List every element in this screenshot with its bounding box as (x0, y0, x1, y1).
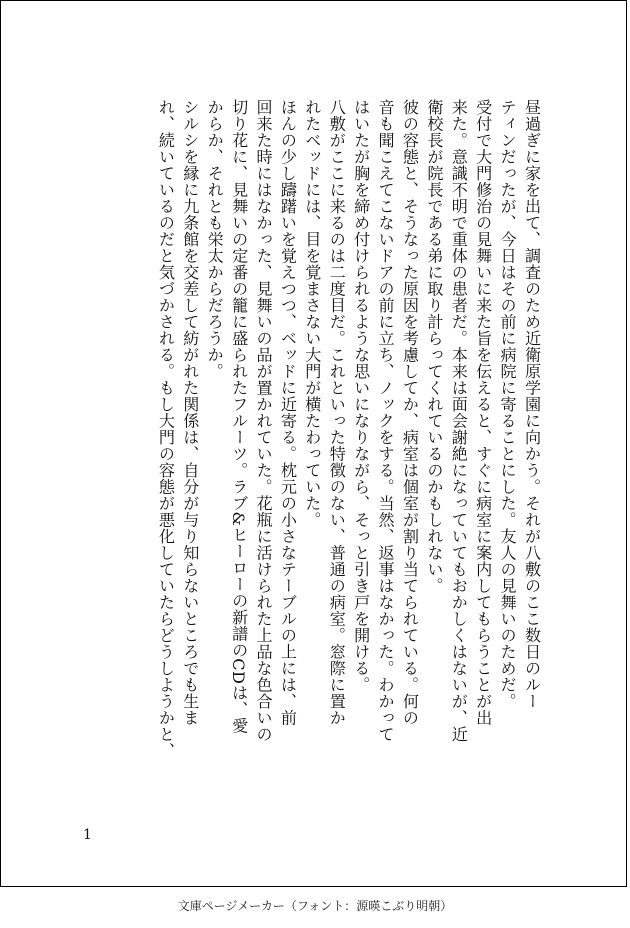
text-line: 八敷がここに来るのは二度目だ。これといった特徴のない、普通の病室。窓際に置か (326, 99, 346, 726)
text-line: ほんの少し躊躇いを覚えつつ、ベッドに近寄る。枕元の小さなテーブルの上には、前 (277, 99, 297, 726)
text-line: 受付で大門修治の見舞いに来た旨を伝えると、すぐに病室に案内してもらうことが出 (473, 99, 493, 726)
text-line: はいたが胸を締め付けられるような思いになりながら、そっと引き戸を開ける。 (351, 99, 371, 693)
text-line: シルシを縁に九条館を交差して紡がれた関係は、自分が与り知らないところでも生ま (180, 99, 200, 726)
footer-credit: 文庫ページメーカー（フォント：源暎こぶり明朝） (177, 899, 453, 913)
text-line: 切り花に、見舞いの定番の籠に盛られたフルーツ。ラブ&ヒーローの新譜のCDは、愛 (229, 99, 249, 734)
text-line: 来た。意識不明で重体の患者だ。本来は面会謝絶になっていてもおかしくはないが、近 (448, 99, 468, 743)
text-line: 回来た時にはなかった、見舞いの品が置かれていた。花瓶に活けられた上品な色合いの (253, 99, 273, 743)
text-line: からか、それとも栄太からだろうか。 (204, 99, 224, 380)
text-line: 音も聞こえてこないドアの前に立ち、ノックをする。当然、返事はなかった。わかって (375, 99, 395, 743)
text-line: 昼過ぎに家を出て、調査のため近衛原学園に向かう。それが八敷のここ数日のルー (522, 99, 541, 710)
text-line: れ、続いているのだと気づかされる。もし大門の容態が悪化していたらどうしようかと、 (155, 99, 175, 759)
page-number: 1 (83, 827, 92, 843)
text-line: 彼の容態と、そうなった原因を考慮してか、病室は個室が割り当てられている。何の (399, 99, 419, 726)
text-line: ティンだったが、今日はその前に病院に寄ることにした。友人の見舞いのためだ。 (497, 99, 517, 710)
text-line: 衛校長が院長である弟に取り計らってくれているのかもしれない。 (424, 99, 444, 594)
text-line: れたベッドには、目を覚まさない大門が横たわっていた。 (302, 99, 322, 528)
vertical-text-block (73, 99, 543, 814)
